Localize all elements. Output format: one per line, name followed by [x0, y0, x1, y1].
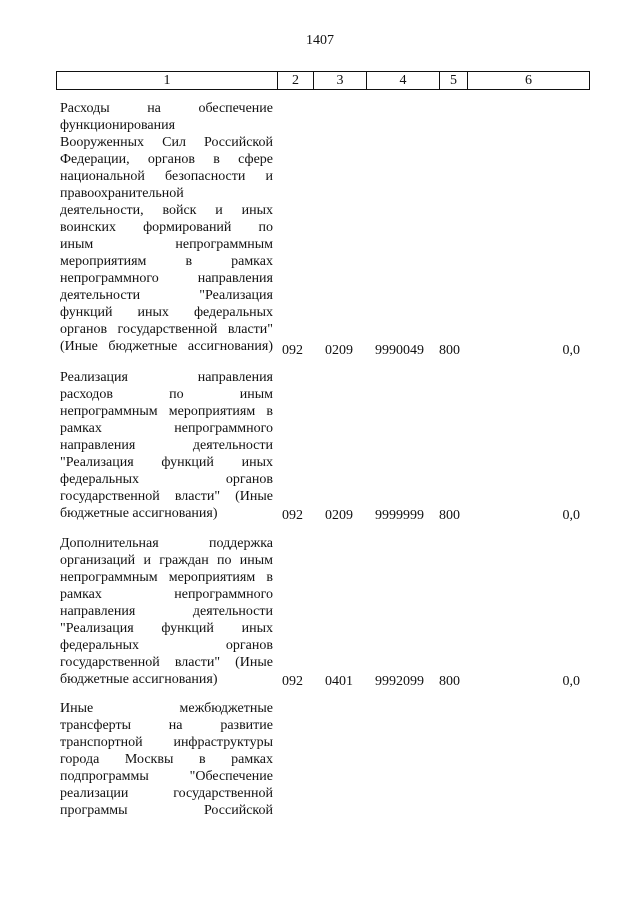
column-header-1: 1 [57, 72, 278, 90]
description-line: Расходы на обеспечение [60, 101, 273, 116]
description-line: бюджетные ассигнования) [60, 506, 218, 521]
description-line: программы Российской [60, 803, 273, 818]
target-code: 9992099 [375, 674, 424, 689]
description-line: органов государственной власти" [60, 322, 273, 337]
description-line: "Реализация функций иных [60, 621, 273, 636]
section-code: 0209 [325, 343, 353, 358]
description-line: национальной безопасности и [60, 169, 273, 184]
row-description [60, 535, 273, 688]
ministry-code: 092 [282, 343, 303, 358]
description-line: Иные межбюджетные [60, 701, 273, 716]
description-line: иным непрограммным [60, 237, 273, 252]
column-header-2: 2 [278, 72, 314, 90]
description-line: расходов по иным [60, 387, 273, 402]
description-line: города Москвы в рамках [60, 752, 273, 767]
description-line: Федерации, органов в сфере [60, 152, 273, 167]
description-line: рамках непрограммного [60, 421, 273, 436]
column-header-3: 3 [314, 72, 367, 90]
section-code: 0209 [325, 508, 353, 523]
page-number: 1407 [306, 33, 334, 48]
description-line: (Иные бюджетные ассигнования) [60, 339, 273, 354]
amount: 0,0 [562, 343, 580, 358]
description-line: рамках непрограммного [60, 587, 273, 602]
description-line: функций иных федеральных [60, 305, 273, 320]
column-header-6: 6 [468, 72, 590, 90]
description-line: подпрограммы "Обеспечение [60, 769, 273, 784]
description-line: федеральных органов [60, 472, 273, 487]
ministry-code: 092 [282, 674, 303, 689]
description-line: транспортной инфраструктуры [60, 735, 273, 750]
description-line: деятельности, войск и иных [60, 203, 273, 218]
row-description [60, 700, 273, 819]
description-line: деятельности "Реализация [60, 288, 273, 303]
description-line: "Реализация функций иных [60, 455, 273, 470]
row-description [60, 369, 273, 522]
description-line: государственной власти" (Иные [60, 489, 273, 504]
column-header-table [56, 71, 590, 90]
target-code: 9990049 [375, 343, 424, 358]
description-line: мероприятиям в рамках [60, 254, 273, 269]
description-line: Реализация направления [60, 370, 273, 385]
expense-type-code: 800 [439, 343, 460, 358]
amount: 0,0 [562, 508, 580, 523]
description-line: государственной власти" (Иные [60, 655, 273, 670]
column-header-5: 5 [440, 72, 468, 90]
description-line: воинских формирований по [60, 220, 273, 235]
ministry-code: 092 [282, 508, 303, 523]
expense-type-code: 800 [439, 508, 460, 523]
description-line: бюджетные ассигнования) [60, 672, 218, 687]
description-line: направления деятельности [60, 438, 273, 453]
description-line: непрограммным мероприятиям в [60, 570, 273, 585]
description-line: федеральных органов [60, 638, 273, 653]
description-line: функционирования [60, 118, 176, 133]
description-line: непрограммным мероприятиям в [60, 404, 273, 419]
description-line: трансферты на развитие [60, 718, 273, 733]
column-header-4: 4 [367, 72, 440, 90]
description-line: направления деятельности [60, 604, 273, 619]
amount: 0,0 [562, 674, 580, 689]
description-line: непрограммного направления [60, 271, 273, 286]
expense-type-code: 800 [439, 674, 460, 689]
description-line: Дополнительная поддержка [60, 536, 273, 551]
section-code: 0401 [325, 674, 353, 689]
description-line: организаций и граждан по иным [60, 553, 273, 568]
description-line: правоохранительной [60, 186, 184, 201]
description-line: Вооруженных Сил Российской [60, 135, 273, 150]
target-code: 9999999 [375, 508, 424, 523]
row-description [60, 100, 273, 355]
description-line: реализации государственной [60, 786, 273, 801]
